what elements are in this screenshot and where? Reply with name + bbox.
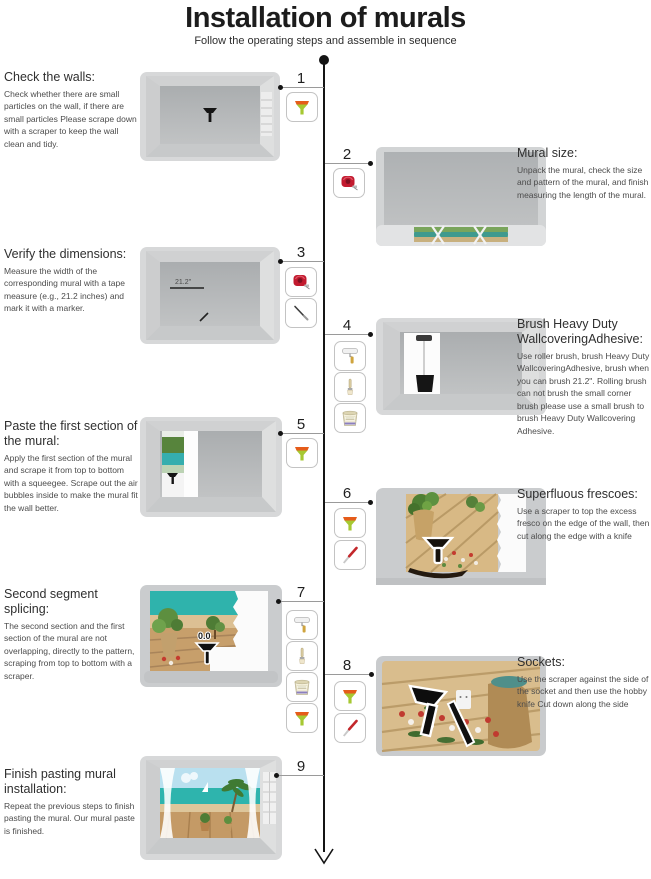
tool-squeegee xyxy=(286,438,318,468)
step-1-illustration-room-scrape xyxy=(140,72,280,161)
connector-dot xyxy=(278,259,283,264)
step-number: 3 xyxy=(296,244,306,261)
step-title: Mural size: xyxy=(517,146,578,160)
connector-dot xyxy=(278,431,283,436)
tool-marker xyxy=(285,298,317,328)
step-body: Apply the first section of the mural and scrape it from top to bottom with a squeegee. Scrape out the air bubbles inside to make the mural fit the wall better. xyxy=(4,452,138,513)
wall-socket xyxy=(456,690,471,709)
step-body: The second section and the first section of the mural are not overlapping, directly to the pattern, scraping from top to bottom with a scraper. xyxy=(4,620,135,681)
squeegee-icon xyxy=(291,96,313,118)
adhesive-bucket-icon xyxy=(291,676,313,698)
step-number: 5 xyxy=(296,416,306,433)
adhesive-bucket-black xyxy=(416,375,434,392)
step-connector xyxy=(325,674,372,675)
tool-knife xyxy=(334,713,366,743)
page-subtitle: Follow the operating steps and assemble in sequence xyxy=(194,35,457,47)
step-body: Use the scraper against the side of the socket and then use the hobby knife Cut down along the side xyxy=(517,673,649,709)
step-6-text xyxy=(517,487,650,542)
connector-dot xyxy=(368,332,373,337)
step-body: Use a scraper to top the excess fresco on the edge of the wall, then cut along the edge with a knife xyxy=(517,505,650,541)
tool-squeegee xyxy=(334,681,366,711)
tool-adhesive-bucket xyxy=(334,403,366,433)
step-title: Brush Heavy Duty WallcoveringAdhesive: xyxy=(517,317,643,346)
step-number: 6 xyxy=(342,485,352,502)
step-number: 2 xyxy=(342,146,352,163)
tool-adhesive-bucket xyxy=(286,672,318,702)
step-connector xyxy=(325,502,370,503)
step-connector xyxy=(281,261,324,262)
connector-dot xyxy=(368,161,373,166)
timeline-line xyxy=(323,60,325,852)
squeegee-icon xyxy=(339,512,361,534)
step-number: 9 xyxy=(296,758,306,775)
step-title: Superfluous frescoes: xyxy=(517,487,638,501)
finished-mural xyxy=(160,768,260,838)
step-connector xyxy=(281,433,324,434)
step-connector xyxy=(281,87,324,88)
squeegee-icon xyxy=(291,442,313,464)
tool-squeegee xyxy=(334,508,366,538)
roller-brush-icon xyxy=(291,614,313,636)
tool-roller-brush xyxy=(334,341,366,371)
small-brush-icon xyxy=(291,645,313,667)
step-connector xyxy=(325,334,370,335)
page-title: Installation of murals xyxy=(185,2,466,34)
step-body: Unpack the mural, check the size and pattern of the mural, and finish measuring the length of the mural. xyxy=(517,164,649,200)
knife-icon xyxy=(339,717,361,739)
step-7-illustration-splicing xyxy=(140,585,282,687)
squeegee-icon xyxy=(339,685,361,707)
splice-gap-label: 0.0 xyxy=(198,631,211,641)
step-5-text xyxy=(4,419,138,514)
connector-dot xyxy=(276,599,281,604)
connector-dot xyxy=(369,672,374,677)
tool-knife xyxy=(334,540,366,570)
step-connector xyxy=(325,163,370,164)
tool-tape-measure xyxy=(333,168,365,198)
mural-strip xyxy=(162,431,184,497)
roller-brush-icon xyxy=(339,345,361,367)
step-number: 8 xyxy=(342,657,352,674)
connector-dot xyxy=(278,85,283,90)
step-4-text xyxy=(517,317,650,437)
step-1-text xyxy=(4,70,138,150)
step-title: Second segment splicing: xyxy=(4,587,98,616)
tool-tape-measure xyxy=(285,267,317,297)
step-connector xyxy=(279,601,324,602)
step-title: Paste the first section of the mural: xyxy=(4,419,138,448)
marker-icon xyxy=(290,302,312,324)
step-title: Sockets: xyxy=(517,655,565,669)
step-8-text xyxy=(517,655,650,710)
step-2-text xyxy=(517,146,649,201)
step-9-illustration-finished-mural xyxy=(140,756,282,860)
step-3-text xyxy=(4,247,138,315)
tool-small-brush xyxy=(334,372,366,402)
timeline-arrow-down-icon xyxy=(313,848,335,865)
connector-dot xyxy=(368,500,373,505)
step-body: Use roller brush, brush Heavy Duty WallcoveringAdhesive, brush when you can brush 21.2". Rolling brush can not brush the small corner brush please use a small brush to brush Heavy Duty Wallcovering Adhesive. xyxy=(517,350,650,436)
step-number: 7 xyxy=(296,584,306,601)
tape-measure-icon xyxy=(290,271,312,293)
step-7-text xyxy=(4,587,138,682)
tool-squeegee xyxy=(286,703,318,733)
tool-small-brush xyxy=(286,641,318,671)
mural-closeup-photo xyxy=(406,492,498,572)
radiator xyxy=(261,92,272,136)
step-body: Repeat the previous steps to finish pasting the mural. Our mural paste is finished. xyxy=(4,800,135,836)
step-5-illustration-first-section xyxy=(140,417,282,517)
step-number: 4 xyxy=(342,317,352,334)
adhesive-bucket-icon xyxy=(339,407,361,429)
radiator xyxy=(263,772,276,824)
squeegee-icon xyxy=(291,707,313,729)
measurement-label: 21.2" xyxy=(175,279,192,286)
step-3-illustration-room-measure xyxy=(140,247,280,344)
step-title: Verify the dimensions: xyxy=(4,247,127,261)
step-title: Check the walls: xyxy=(4,70,96,84)
step-9-text xyxy=(4,767,138,837)
step-connector xyxy=(277,775,324,776)
step-body: Measure the width of the corresponding mural with a tape measure (e.g., 21.2 inches) and mark it with a marker. xyxy=(4,265,125,314)
small-brush-icon xyxy=(339,376,361,398)
connector-dot xyxy=(274,773,279,778)
unpasted-white-strip xyxy=(184,431,198,497)
tool-roller-brush xyxy=(286,610,318,640)
mural-roll xyxy=(414,226,508,244)
step-title: Finish pasting mural installation: xyxy=(4,767,116,796)
step-number: 1 xyxy=(296,70,306,87)
tape-measure-icon xyxy=(338,172,360,194)
knife-icon xyxy=(339,544,361,566)
step-body: Check whether there are small particles on the wall, if there are small particles Please scrape down with a scraper to keep the wall clean and tidy. xyxy=(4,88,137,149)
tool-squeegee xyxy=(286,92,318,122)
